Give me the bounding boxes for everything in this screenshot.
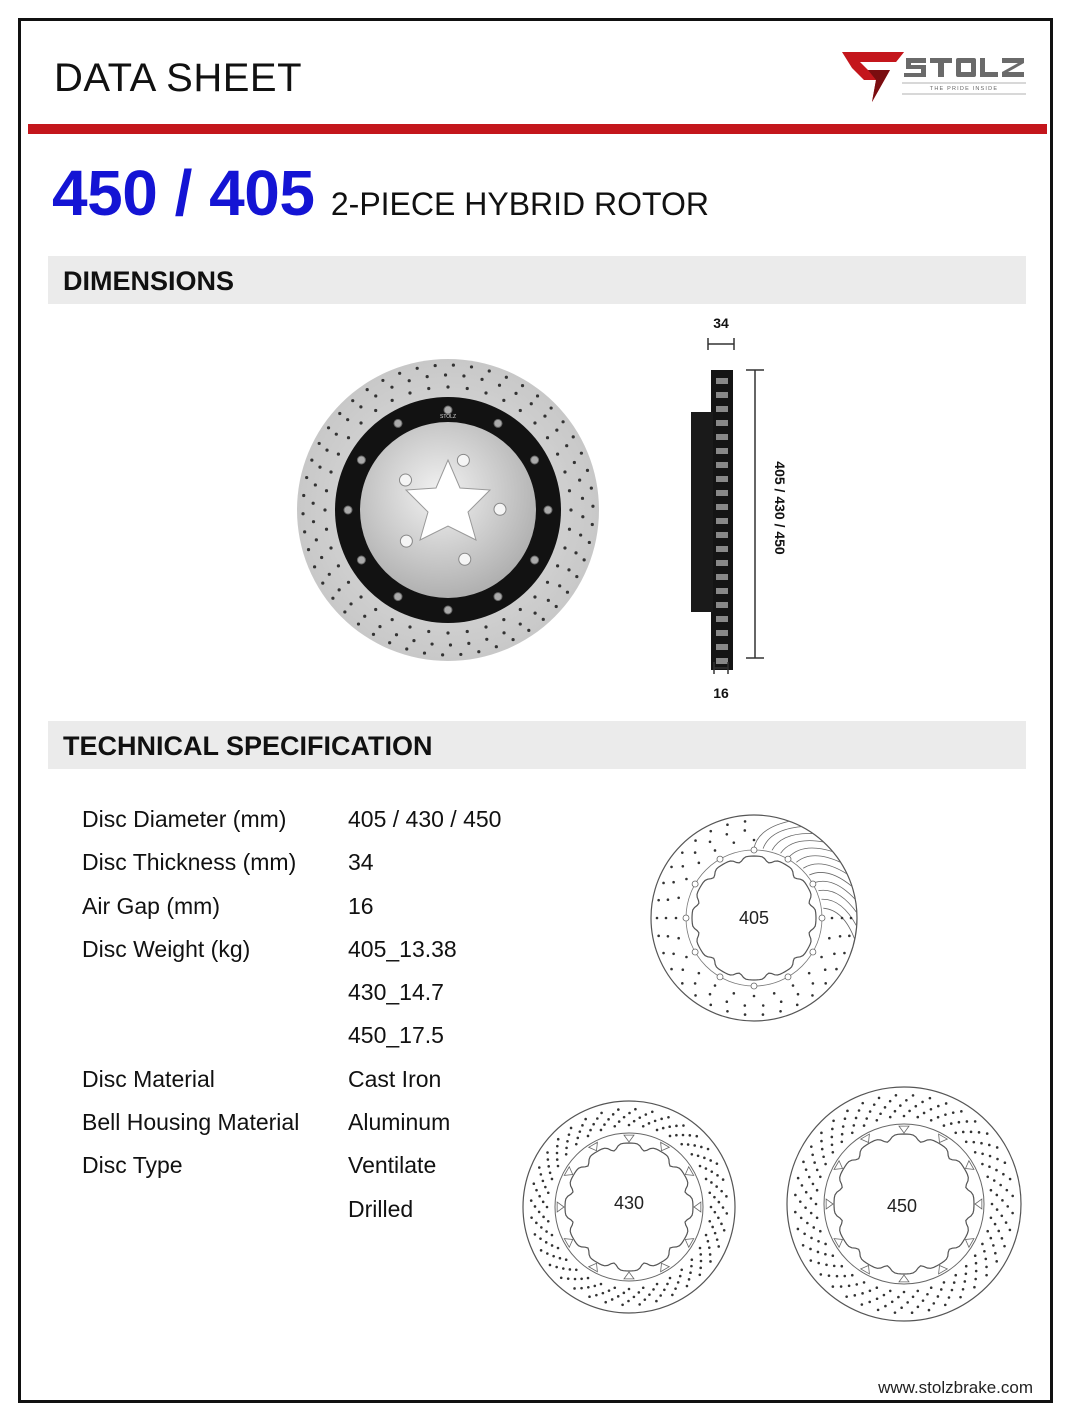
sheet-title: DATA SHEET [54,56,303,100]
rotor-side-profile [691,315,788,701]
dimensions-title: DIMENSIONS [63,266,235,296]
spec-value: 430_14.7 [348,979,444,1006]
diagram-label-450: 450 [886,1196,918,1216]
dimensions-header [48,256,1026,304]
spec-label: Disc Diameter (mm) [82,806,287,832]
diagram-label-430: 430 [613,1193,645,1213]
diameter-label: 405 / 430 / 450 [772,461,788,555]
footer-website: www.stolzbrake.com [878,1378,1033,1397]
spec-value: 405 / 430 / 450 [348,806,502,832]
spec-value: Ventilate [348,1152,437,1179]
spec-value: Cast Iron [348,1065,442,1092]
header-divider [28,124,1047,134]
technical-header [48,721,1026,769]
stolz-logo [838,46,1030,108]
brand-wordmark [904,58,1024,77]
spec-value: 34 [348,849,374,876]
model-number: 450 / 405 [52,157,315,229]
spec-value: 450_17.5 [348,1022,444,1049]
spec-value: 16 [348,892,374,919]
spec-label: Disc Material [82,1065,215,1092]
spec-value: Drilled [348,1195,414,1222]
rotor-dimensions-illustration [280,308,800,708]
technical-title: TECHNICAL SPECIFICATION [63,731,433,761]
product-title [52,156,709,230]
rotor-450-diagram [784,1084,1024,1324]
thickness-label: 34 [713,315,729,331]
spec-label: Air Gap (mm) [82,892,220,919]
rotor-405-diagram [648,812,860,1024]
spec-value: 405_13.38 [348,935,457,962]
rotor-photo [297,359,599,661]
spec-label: Disc Type [82,1152,183,1179]
diagram-label-405: 405 [738,908,770,928]
spec-label: Bell Housing Material [82,1109,300,1136]
spec-label: Disc Weight (kg) [82,935,251,962]
rotor-430-diagram [520,1098,738,1316]
model-description: 2-PIECE HYBRID ROTOR [330,186,709,222]
spec-value: Aluminum [348,1109,451,1136]
svg-text:STOLZ: STOLZ [439,414,457,420]
spec-label: Disc Thickness (mm) [82,849,297,876]
air-gap-label: 16 [713,685,729,701]
brand-tagline: THE PRIDE INSIDE [929,86,999,92]
